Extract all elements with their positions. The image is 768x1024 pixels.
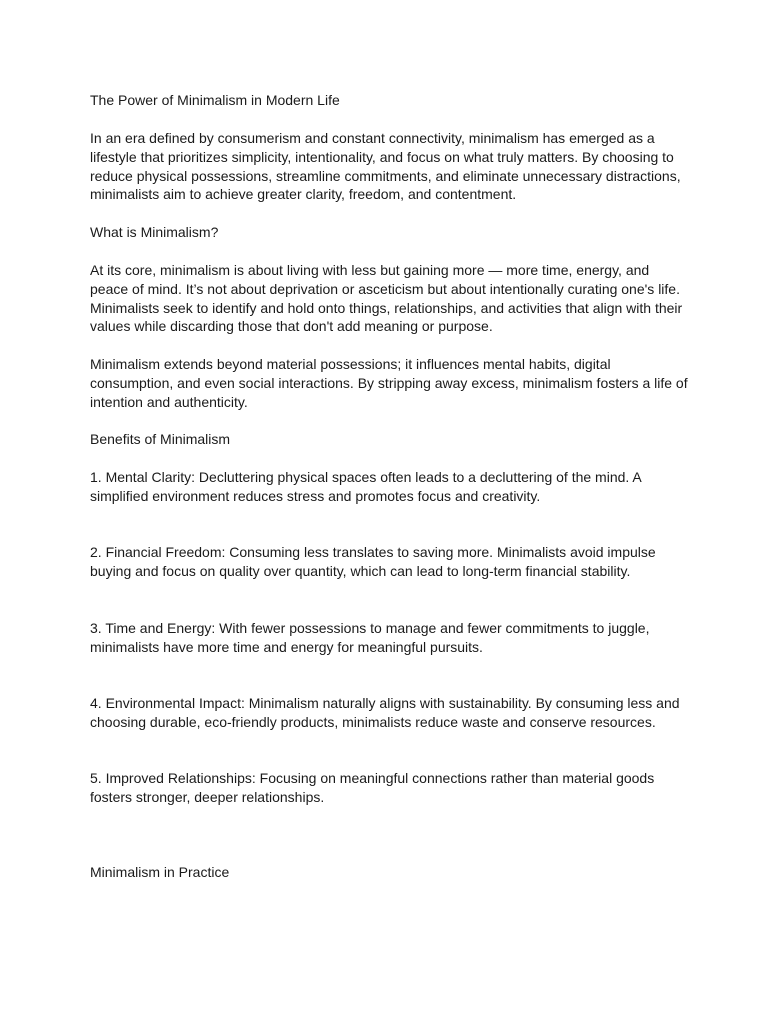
- benefit-item-mental-clarity: 1. Mental Clarity: Decluttering physical spaces often leads to a decluttering of the mind. A simplified environment reduces stress and promotes focus and creativity.: [90, 469, 641, 504]
- section-heading-what-is-minimalism: What is Minimalism?: [90, 224, 219, 240]
- benefit-item-time-and-energy: 3. Time and Energy: With fewer possessions to manage and fewer commitments to juggle, minimalists have more time and energy for meaningful pursuits.: [90, 620, 650, 655]
- section-heading-benefits: Benefits of Minimalism: [90, 431, 231, 447]
- benefit-item-improved-relationships: 5. Improved Relationships: Focusing on meaningful connections rather than material goods fosters stronger, deeper relationships.: [90, 770, 655, 805]
- benefit-item-financial-freedom: 2. Financial Freedom: Consuming less translates to saving more. Minimalists avoid impulse buying and focus on quality over quantity, which can lead to long-term financial stability.: [90, 544, 656, 579]
- benefit-item-environmental-impact: 4. Environmental Impact: Minimalism naturally aligns with sustainability. By consuming less and choosing durable, eco-friendly products, minimalists reduce waste and conserve resources.: [90, 695, 680, 730]
- section-heading-minimalism-in-practice: Minimalism in Practice: [90, 864, 230, 880]
- intro-paragraph: In an era defined by consumerism and constant connectivity, minimalism has emerged as a lifestyle that prioritizes simplicity, intentionality, and focus on what truly matters. By choosing to reduce physical possessions, streamline commitments, and eliminate unnecessary distractions, minimalists aim to achieve greater clarity, freedom, and contentment.: [90, 130, 681, 203]
- what-is-minimalism-paragraph-2: Minimalism extends beyond material possessions; it influences mental habits, digital consumption, and even social interactions. By stripping away excess, minimalism fosters a life of intention and authenticity.: [90, 356, 688, 410]
- document-title: The Power of Minimalism in Modern Life: [90, 92, 340, 108]
- what-is-minimalism-paragraph-1: At its core, minimalism is about living with less but gaining more — more time, energy, and peace of mind. It’s not about deprivation or asceticism but about intentionally curating one's life. Minimalists seek to identify and hold onto things, relationships, and activities that align with their values while discarding those that don't add meaning or purpose.: [90, 262, 683, 335]
